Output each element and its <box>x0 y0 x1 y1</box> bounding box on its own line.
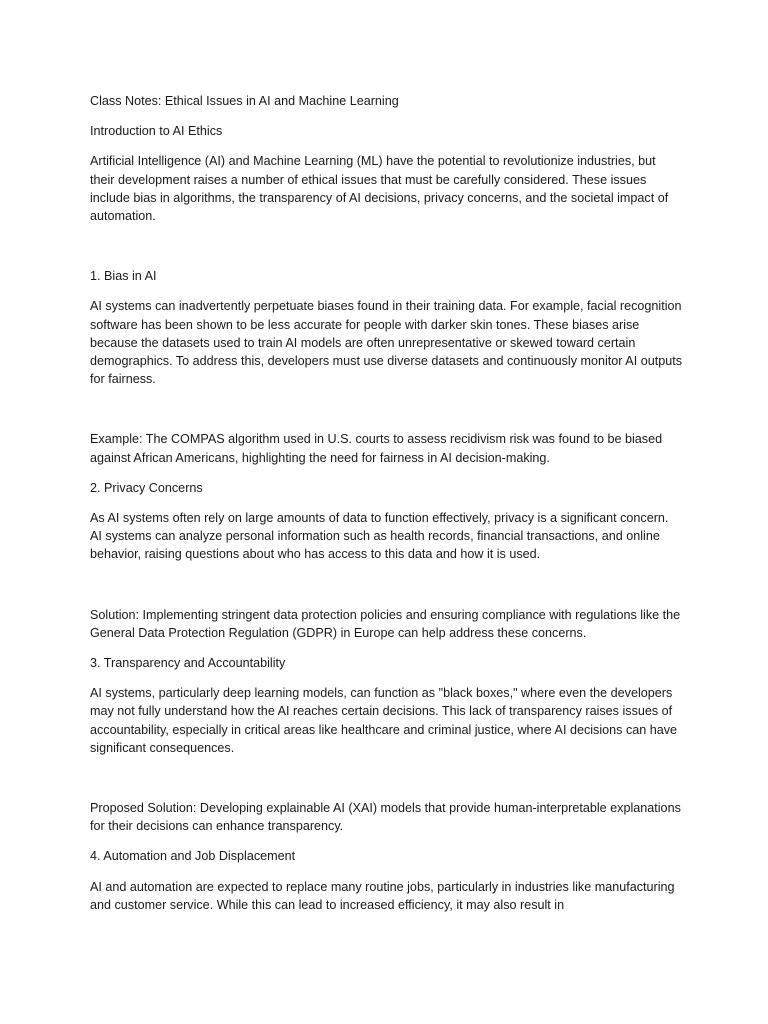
section-1-body: AI systems can inadvertently perpetuate biases found in their training data. For example, facial recognition software has been shown to be less accurate for people with darker skin tones. These biases arise because the datasets used to train AI models are often unrepresentative or skewed toward certain demographics. To address this, developers must use diverse datasets and continuously monitor AI outputs for fairness. <box>90 299 683 387</box>
section-1-example: Example: The COMPAS algorithm used in U.S. courts to assess recidivism risk was found to be biased against African Americans, highlighting the need for fairness in AI decision-making. <box>90 432 663 465</box>
intro-heading: Introduction to AI Ethics <box>90 124 223 139</box>
section-2-body: As AI systems often rely on large amounts of data to function effectively, privacy is a significant concern. AI systems can analyze personal information such as health records, financial transactions, and online behavior, raising questions about who has access to this data and how it is used. <box>90 511 669 562</box>
section-1-heading: 1. Bias in AI <box>90 269 157 284</box>
section-3-heading: 3. Transparency and Accountability <box>90 656 286 671</box>
section-4-heading: 4. Automation and Job Displacement <box>90 849 296 864</box>
section-3-proposed-solution: Proposed Solution: Developing explainable AI (XAI) models that provide human-interpretable explanations for their decisions can enhance transparency. <box>90 801 681 834</box>
section-3-body: AI systems, particularly deep learning models, can function as "black boxes," where even the developers may not fully understand how the AI reaches certain decisions. This lack of transparency raises issues of accountability, especially in critical areas like healthcare and criminal justice, where AI decisions can have significant consequences. <box>90 686 678 755</box>
section-4-body: AI and automation are expected to replace many routine jobs, particularly in industries like manufacturing and customer service. While this can lead to increased efficiency, it may also result in <box>90 879 675 912</box>
document-body <box>90 92 682 926</box>
section-2-solution: Solution: Implementing stringent data protection policies and ensuring compliance with regulations like the General Data Protection Regulation (GDPR) in Europe can help address these concerns. <box>90 607 681 640</box>
document-title: Class Notes: Ethical Issues in AI and Machine Learning <box>90 94 399 108</box>
intro-paragraph: Artificial Intelligence (AI) and Machine Learning (ML) have the potential to revolutionize industries, but their development raises a number of ethical issues that must be carefully considered. These issues include bias in algorithms, the transparency of AI decisions, privacy concerns, and the societal impact of automation. <box>90 154 669 224</box>
section-2-heading: 2. Privacy Concerns <box>90 480 203 495</box>
